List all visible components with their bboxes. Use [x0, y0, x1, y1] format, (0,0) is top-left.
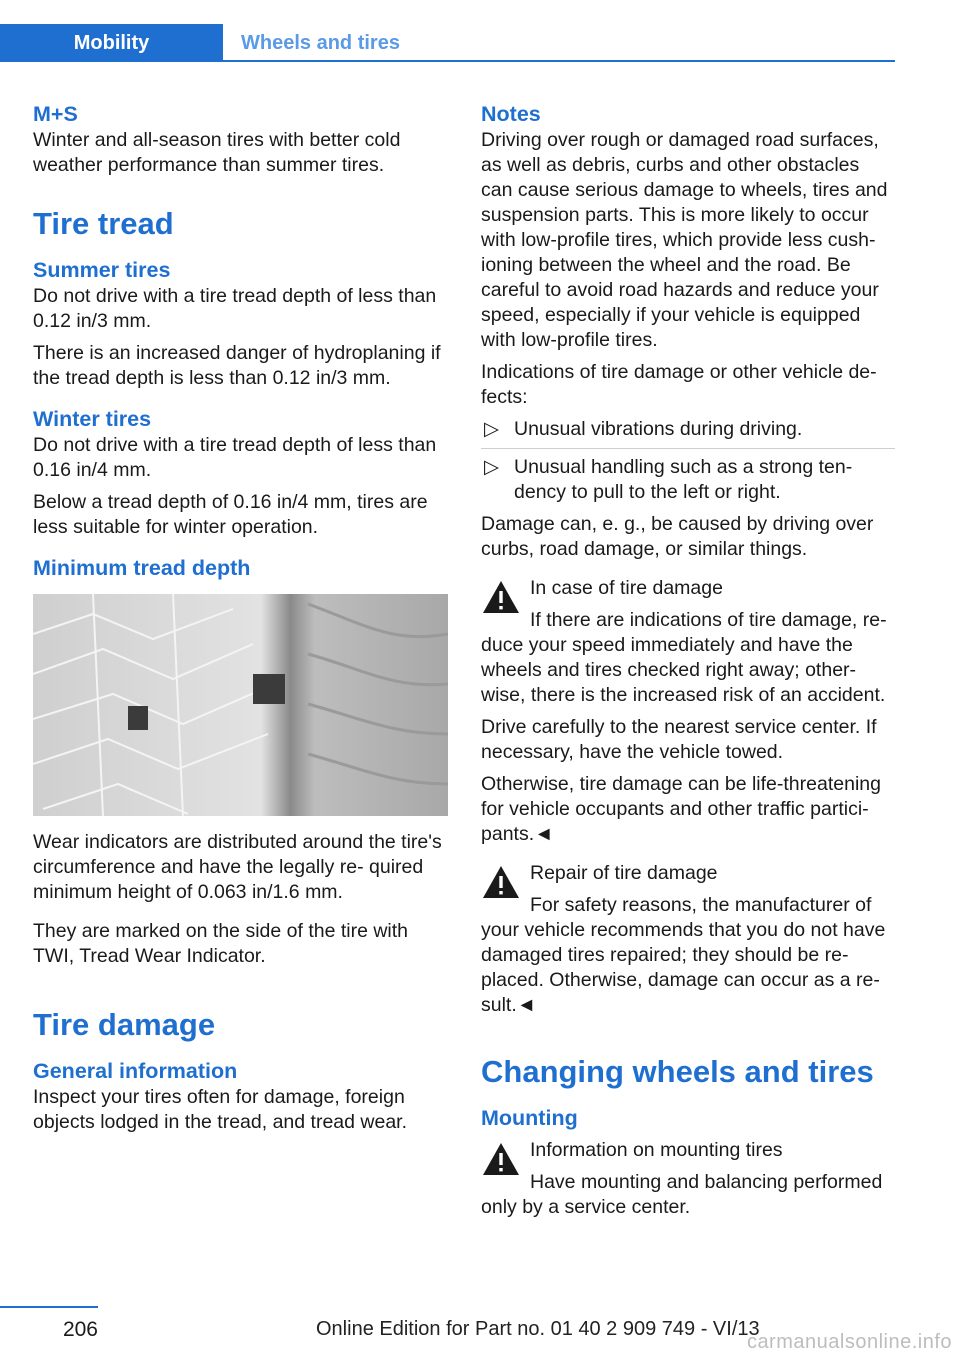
notes-p3: Damage can, e. g., be caused by driving over curbs, road damage, or similar things. — [481, 513, 874, 560]
damage-indications-list — [481, 417, 895, 505]
warning-text-indent: For safety reasons, the manufacturer of — [530, 894, 872, 916]
warn1-p3: Otherwise, tire damage can be life-threatening for vehicle occupants and other traffic partici‐ pants.◄ — [481, 773, 881, 845]
warning-triangle-icon — [481, 1141, 521, 1177]
page-number-area — [0, 1306, 98, 1342]
wear-p1: Wear indicators are distributed around the tire's circumference and have the legally re‐ quired minimum height of 0.063 in/1.6 mm. — [33, 831, 442, 903]
tab-mobility[interactable]: Mobility — [0, 24, 223, 62]
general-information-heading: General information — [33, 1059, 238, 1083]
warning-tire-damage — [481, 576, 895, 708]
ms-text: Winter and all-season tires with better cold weather performance than summer tires. — [33, 129, 401, 176]
triangle-bullet-icon: ▷ — [484, 456, 499, 478]
page-header — [0, 24, 895, 62]
tire-damage-title: Tire damage — [33, 1007, 216, 1042]
warning-title: Repair of tire damage — [530, 862, 718, 884]
winter-p2: Below a tread depth of 0.16 in/4 mm, tires are less suitable for winter operation. — [33, 491, 428, 538]
tab-wheels-and-tires[interactable]: Wheels and tires — [241, 31, 400, 54]
summer-p1: Do not drive with a tire tread depth of less than 0.12 in/3 mm. — [33, 285, 437, 332]
warn1-p2: Drive carefully to the nearest service center. If necessary, have the vehicle towed. — [481, 716, 877, 763]
triangle-bullet-icon: ▷ — [484, 418, 499, 440]
header-rule — [0, 60, 895, 62]
warning-text-indent: If there are indications of tire damage, re‐ — [530, 609, 887, 631]
warning-mounting — [481, 1138, 895, 1220]
right-column — [481, 100, 895, 1227]
winter-tires-heading: Winter tires — [33, 407, 152, 431]
page-number: 206 — [62, 1318, 98, 1341]
warning-text: only by a service center. — [481, 1196, 691, 1218]
footer-edition: Online Edition for Part no. 01 40 2 909 749 - VI/13 — [316, 1318, 760, 1340]
page-number-rule — [0, 1306, 98, 1308]
ms-heading: M+S — [33, 102, 78, 126]
warning-title: Information on mounting tires — [530, 1139, 783, 1161]
warning-text-indent: Have mounting and balancing performed — [530, 1171, 883, 1193]
general-p: Inspect your tires often for damage, foreign objects lodged in the tread, and tread wear. — [33, 1086, 408, 1133]
changing-wheels-title: Changing wheels and tires — [481, 1054, 874, 1089]
notes-p1: Driving over rough or damaged road surfaces, as well as debris, curbs and other obstacles can cause serious damage to wheels, tires and suspension parts. This is more likely to occur with low-profile tires, which provide less cush‐ ioning between the wheel and the road. Be careful to avoid road hazards and reduce your speed, especially if your vehicle is equipped with low-profile tires. — [481, 129, 888, 351]
tire-tread-title: Tire tread — [33, 206, 174, 241]
mounting-heading: Mounting — [481, 1106, 578, 1130]
notes-heading: Notes — [481, 102, 541, 126]
list-item-text: Unusual vibrations during driving. — [514, 418, 803, 440]
warning-triangle-icon — [481, 579, 521, 615]
tire-tread-illustration — [33, 594, 448, 816]
warning-triangle-icon — [481, 864, 521, 900]
notes-p2: Indications of tire damage or other vehicle de‐ fects: — [481, 361, 877, 408]
warning-text: your vehicle recommends that you do not have damaged tires repaired; they should be re‐ placed. Otherwise, damage can occur as a re‐ sult.◄ — [481, 919, 886, 1016]
warning-text: duce your speed immediately and have the wheels and tires checked right away; other‐ wise, there is the increased risk of an accident. — [481, 634, 886, 706]
tread-wear-indicator-figure — [33, 594, 448, 816]
watermark: carmanualsonline.info — [746, 1331, 952, 1353]
list-item — [481, 417, 895, 449]
warning-title: In case of tire damage — [530, 577, 723, 599]
list-item-text: Unusual handling such as a strong ten‐ dency to pull to the left or right. — [514, 456, 853, 503]
warning-repair — [481, 861, 895, 1018]
list-item — [481, 455, 895, 505]
wear-p2: They are marked on the side of the tire with TWI, Tread Wear Indicator. — [33, 920, 409, 967]
summer-tires-heading: Summer tires — [33, 258, 171, 282]
summer-p2: There is an increased danger of hydroplaning if the tread depth is less than 0.12 in/3 mm. — [33, 342, 441, 389]
winter-p1: Do not drive with a tire tread depth of less than 0.16 in/4 mm. — [33, 434, 437, 481]
left-column — [33, 100, 448, 1142]
minimum-tread-heading: Minimum tread depth — [33, 556, 251, 580]
